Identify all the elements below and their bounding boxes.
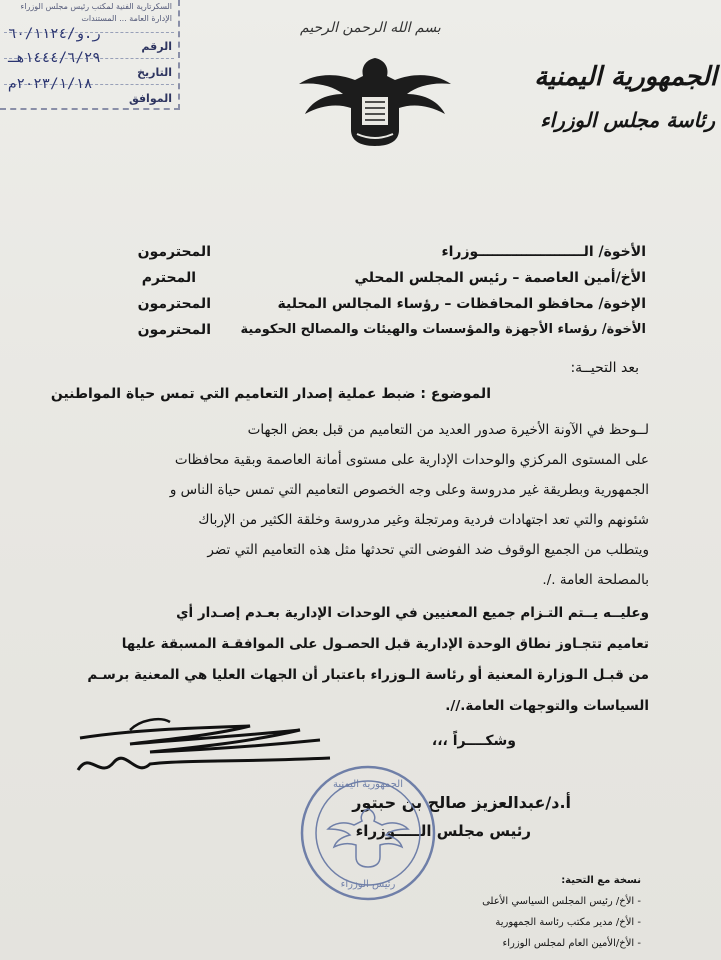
addressee-4: الأخوة/ رؤساء الأجهزة والمؤسسات والهيئات والمصالح الحكومية <box>240 322 646 337</box>
greeting: بعد التحيــة: <box>570 360 639 376</box>
addressee-3: الإخوة/ محافظو المحافظات – رؤساء المجالس المحلية <box>277 296 646 312</box>
paragraph2-line: السياسات والتوجهات العامة.//. <box>445 698 649 714</box>
paragraph2-line: من قبـل الـوزارة المعنية أو رئاسة الـوزراء باعتبار أن الجهات العليا هي المعنية برسـم <box>87 667 649 683</box>
official-seal <box>298 763 438 903</box>
paragraph2-line: تعاميم تتجـاوز نطاق الوحدة الإدارية قبل الحصـول على الموافقـة المسبقة عليها <box>121 636 649 652</box>
paragraph1-line: بالمصلحة العامة ./. <box>542 572 649 588</box>
number-label: الرقم <box>141 40 172 53</box>
seal-text-top: الجمهورية اليمنية <box>332 779 404 790</box>
paragraph1-line: شئونهم والتي تعد اجتهادات فردية ومرتجلة وغير مدروسة وخلقة الكثير من الإرباك <box>198 512 649 528</box>
cc-title: نسخة مع التحية: <box>561 875 641 886</box>
paragraph1-line: لــوحظ في الآونة الأخيرة صدور العديد من التعاميم من قبل بعض الجهات <box>247 422 649 438</box>
stamp-header: السكرتارية الفنية لمكتب رئيس مجلس الوزراء <box>20 2 172 11</box>
date-hijri: ١٤٤٤/٦/٢٩هـ <box>8 50 101 66</box>
subject-line: الموضوع : ضبط عملية إصدار التعاميم التي تمس حياة المواطنين <box>50 386 491 402</box>
honorific-3: المحترمون <box>137 296 211 312</box>
basmala: بسم الله الرحمن الرحيم <box>300 20 441 36</box>
signatory-title: رئيس مجلس الـــــوزراء <box>355 822 531 840</box>
honorific-2: المحترم <box>141 270 196 286</box>
signatory-name: أ.د/عبدالعزيز صالح بن حبتور <box>352 793 571 812</box>
addressee-1: الأخوة/ الــــــــــــــــــــــوزراء <box>441 244 646 260</box>
eagle-emblem-icon <box>295 50 455 150</box>
addressee-2: الأخ/أمين العاصمة – رئيس المجلس المحلي <box>354 270 646 286</box>
cc-item: - الأخ/الأمين العام لمجلس الوزراء <box>502 938 641 949</box>
paragraph2-line: وعليــه يــتم التـزام جميع المعنيين في الوحدات الإدارية بعـدم إصـدار أي <box>176 605 649 621</box>
cc-item: - الأخ/ رئيس المجلس السياسي الأعلى <box>482 896 641 907</box>
seal-text-bottom: رئيس الوزراء <box>340 879 396 890</box>
stamp-subheader: الإدارة العامة ... المستندات <box>81 14 172 23</box>
honorific-1: المحترمون <box>137 244 211 260</box>
cabinet-name: رئاسة مجلس الوزراء <box>540 108 715 132</box>
paragraph1-line: الجمهورية وبطريقة غير مدروسة وعلى وجه الخصوص التعاميم التي تمس حياة الناس و <box>169 482 649 498</box>
government-name: الجمهورية اليمنية <box>534 62 717 92</box>
date-label: التاريخ <box>137 66 172 79</box>
paragraph1-line: على المستوى المركزي والوحدات الإدارية على مستوى أمانة العاصمة وبقية محافظات <box>174 452 649 468</box>
corresponding-label: الموافق <box>128 92 172 105</box>
paragraph1-line: ويتطلب من الجميع الوقوف ضد الفوضى التي تحدثها مثل هذه التعاميم التي تضر <box>207 542 649 558</box>
date-gregorian: ٢٠٢٣/١/١٨م <box>8 76 93 92</box>
honorific-4: المحترمون <box>137 322 211 338</box>
reference-number: ر.و/٦٠/١١٢٤ <box>8 26 101 42</box>
thanks-line: وشكــــراً ،،، <box>431 733 516 749</box>
cc-item: - الأخ/ مدير مكتب رئاسة الجمهورية <box>495 917 641 928</box>
reference-stamp <box>0 0 180 110</box>
